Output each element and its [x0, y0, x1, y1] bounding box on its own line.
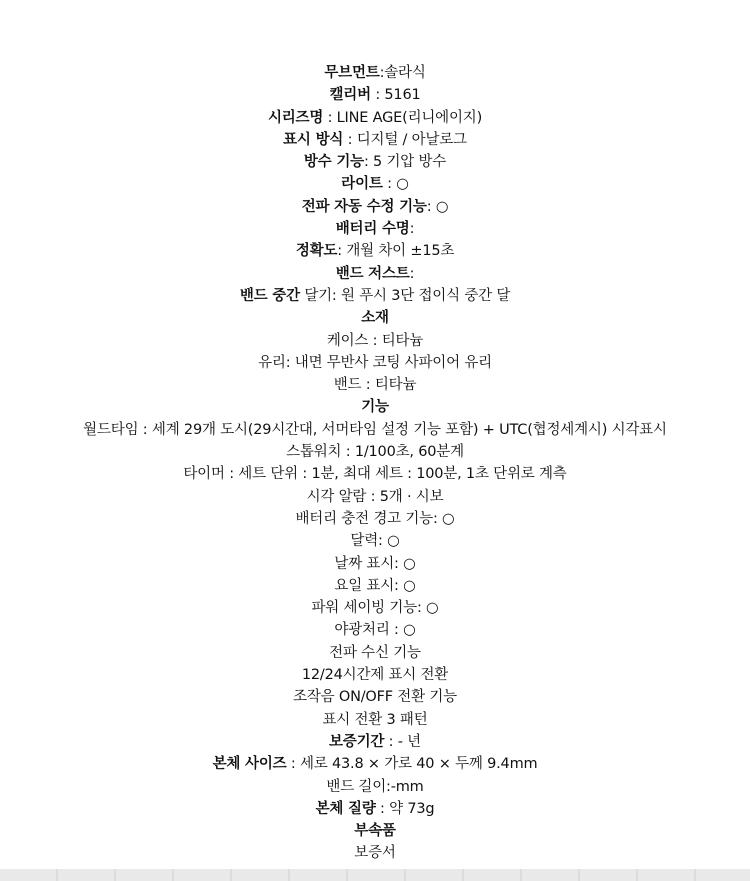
spec-alarm: [0, 486, 750, 508]
spec-band-length: [0, 776, 750, 798]
spec-day-display: [0, 575, 750, 597]
spec-case-size: [0, 753, 750, 775]
spec-value: : 개월 차이 ±15초: [337, 243, 455, 260]
spec-accuracy: [0, 240, 750, 262]
spec-water-resistance: [0, 151, 750, 173]
spec-band-adjust: [0, 263, 750, 285]
spec-label: 보증기간: [329, 733, 385, 750]
spec-12-24-hour: [0, 664, 750, 686]
spec-value: : 디지털 / 아날로그: [343, 131, 467, 148]
spec-radio-auto-correction: [0, 196, 750, 218]
spec-date-display: [0, 553, 750, 575]
spec-label: 기능: [361, 399, 389, 416]
spec-value: 달기: 원 푸시 3단 접이식 중간 달: [299, 287, 511, 304]
spec-display-type: [0, 129, 750, 151]
spec-value: 월드타임 : 세계 29개 도시(29시간대, 서머타임 설정 기능 포함) + UTC(협정세계시) 시각표시: [83, 421, 667, 438]
spec-value: : 약 73g: [375, 800, 435, 817]
spec-value: 야광처리 : ○: [334, 622, 416, 639]
spec-label: 배터리 수명: [335, 221, 410, 238]
spec-weight: [0, 798, 750, 820]
spec-stopwatch: [0, 441, 750, 463]
spec-value: 타이머 : 세트 단위 : 1분, 최대 세트 : 100분, 1초 단위로 계측: [183, 466, 567, 483]
spec-value: 배터리 충전 경고 기능: ○: [295, 510, 455, 527]
spec-band-material: [0, 374, 750, 396]
spec-light: [0, 173, 750, 195]
spec-value: 조작음 ON/OFF 전환 기능: [293, 689, 457, 706]
section-heading-material: [0, 307, 750, 329]
spec-timer: [0, 463, 750, 485]
section-heading-accessories: [0, 820, 750, 842]
spec-list: [0, 62, 750, 865]
spec-label: 정확도: [295, 243, 338, 260]
spec-value: : - 년: [384, 733, 421, 750]
spec-movement: [0, 62, 750, 84]
spec-value: 보증서: [354, 845, 396, 862]
spec-value: :: [409, 265, 415, 282]
spec-series: [0, 107, 750, 129]
spec-glass-material: [0, 352, 750, 374]
spec-warranty: [0, 731, 750, 753]
spec-value: :: [409, 221, 415, 238]
section-heading-features: [0, 396, 750, 418]
spec-power-saving: [0, 597, 750, 619]
spec-battery-life: [0, 218, 750, 240]
spec-caliber: [0, 84, 750, 106]
spec-value: 케이스 : 티타늄: [326, 332, 424, 349]
spec-value: 스톱워치 : 1/100초, 60분계: [286, 444, 464, 461]
spec-label: 라이트: [341, 176, 383, 193]
spec-label: 본체 사이즈: [212, 756, 287, 773]
spec-label: 방수 기능: [303, 154, 364, 171]
spec-value: 12/24시간제 표시 전환: [301, 667, 449, 684]
spec-value: 요일 표시: ○: [334, 577, 416, 594]
spec-label: 부속품: [354, 823, 396, 840]
spec-label: 무브먼트: [324, 65, 380, 81]
spec-label: 밴드 중간: [239, 287, 300, 304]
spec-label: 전파 자동 수정 기능: [301, 198, 427, 215]
spec-warranty-card: [0, 842, 750, 864]
spec-value: : ○: [426, 198, 449, 215]
spec-value: 전파 수신 기능: [329, 644, 421, 661]
spec-radio-reception: [0, 642, 750, 664]
bottom-strip: [0, 869, 750, 881]
spec-label: 표시 방식: [283, 131, 344, 148]
spec-value: 밴드 : 티타늄: [333, 377, 417, 394]
spec-value: :솔라식: [379, 65, 426, 81]
spec-world-time: [0, 419, 750, 441]
spec-value: : LINE AGE(리니에이지): [323, 109, 483, 126]
spec-button-tone: [0, 686, 750, 708]
spec-label: 캘리버: [329, 87, 371, 104]
spec-label: 소재: [361, 310, 389, 327]
spec-value: 파워 세이빙 기능: ○: [311, 600, 439, 617]
spec-label: 밴드 저스트: [335, 265, 410, 282]
spec-calendar: [0, 530, 750, 552]
spec-value: : 세로 43.8 × 가로 40 × 두께 9.4mm: [286, 756, 538, 773]
spec-value: 달력: ○: [350, 533, 400, 550]
spec-battery-warning: [0, 508, 750, 530]
spec-case-material: [0, 330, 750, 352]
spec-value: 밴드 길이:-mm: [326, 778, 424, 795]
spec-luminous: [0, 619, 750, 641]
spec-value: 시각 알람 : 5개 · 시보: [306, 488, 444, 505]
spec-value: : 5161: [370, 87, 421, 104]
spec-label: 시리즈명: [267, 109, 324, 126]
spec-display-patterns: [0, 709, 750, 731]
spec-label: 본체 질량: [315, 800, 376, 817]
spec-value: 표시 전환 3 패턴: [322, 711, 428, 728]
spec-value: : ○: [382, 176, 409, 193]
spec-value: : 5 기압 방수: [363, 154, 447, 171]
spec-value: 날짜 표시: ○: [334, 555, 416, 572]
spec-value: 유리: 내면 무반사 코팅 사파이어 유리: [258, 354, 492, 371]
spec-band-clasp: [0, 285, 750, 307]
